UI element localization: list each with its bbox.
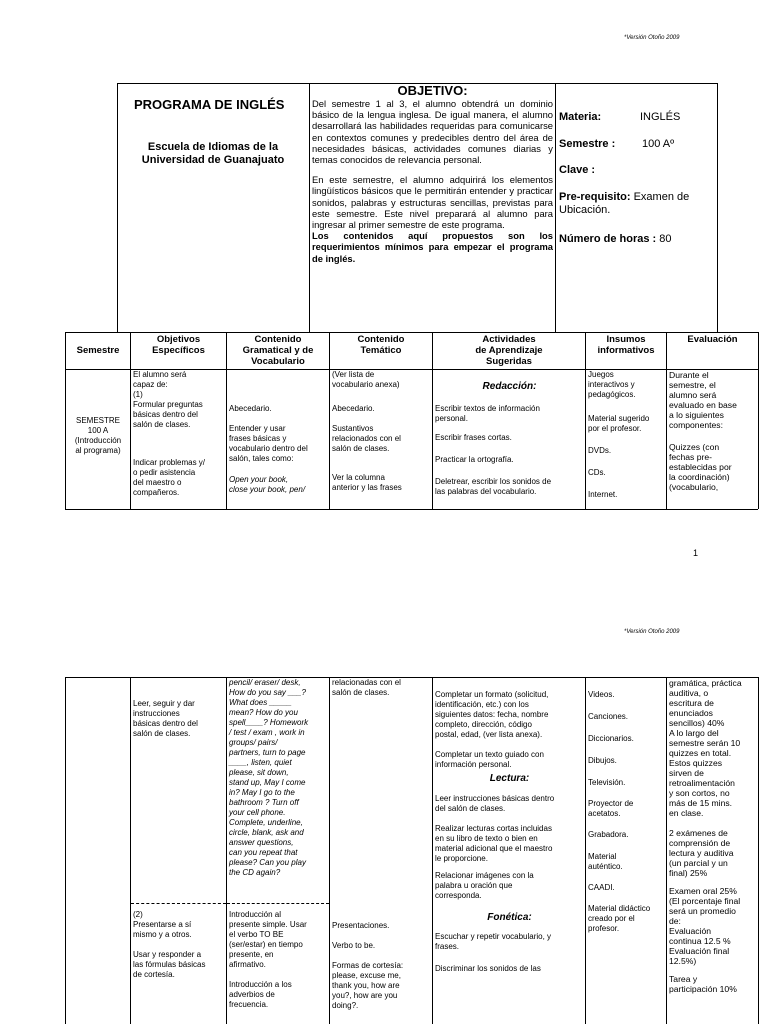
cell-actividades-2: Completar un formato (solicitud, identificación, etc.) con los siguientes datos: fecha, nombre completo, dirección, código postal, edad, (ver lista anexa). Completar un texto guiado con información personal. Lectura: Leer instrucciones básicas dentro del salón de clases. Realizar lecturas cortas incluidas en su libro de texto o bien en material adicional que el maestro le proporcione. Relacionar imágenes con la palabra u oración que corresponda. Fonética: Escuchar y repetir vocabulario, y frases. Discriminar los sonidos de las xyxy=(435,690,555,973)
th-objetivos: Objetivos Específicos xyxy=(152,334,205,356)
cell-objetivos-1: El alumno será capaz de: (1) Formular preguntas básicas dentro del salón de clases. Indicar problemas y/ o pedir asistencia del maestro o compañeros. xyxy=(133,370,206,497)
objective-box xyxy=(312,83,553,264)
school-line-1: Escuela de Idiomas de la xyxy=(147,141,279,153)
cell-insumos-1: Juegos interactivos y pedagógicos. Material sugerido por el profesor. DVDs. CDs. Internet. xyxy=(588,370,650,499)
cell-objetivos-2: Leer, seguir y dar instrucciones básicas dentro del salón de clases. xyxy=(133,699,198,738)
cell-evaluacion-2: gramática, práctica auditiva, o escritura de enunciados sencillos) 40% A lo largo del semestre serán 10 quizzes en total. Estos quizzes sirven de retroalimentación y son cortos, no más de 15 mins. en clase. 2 exámenes de comprensión de lectura y auditiva (un parcial y un final) 25% Examen oral 25% (El porcentaje final será un promedio de: Evaluación continua 12.5 % Evaluación final 12.5%) Tarea y participación 10% xyxy=(669,678,742,994)
th-insumos: Insumos informativos xyxy=(597,334,655,356)
th-gramatical: Contenido Gramatical y de Vocabulario xyxy=(242,334,314,367)
prereq-label: Pre-requisito: xyxy=(559,191,631,203)
version-note: *Versión Otoño 2009 xyxy=(624,35,680,41)
horas-label: Número de horas : xyxy=(559,233,657,245)
objective-paragraph-1: Del semestre 1 al 3, el alumno obtendrá un dominio básico de la lengua inglesa. De igual manera, el alumno desarrollará las habilidades requeridas para comunicarse en contextos comunes y predecibles dentro del área de necesidades básicas, actividades comunes diarias y temas conocidos de relevancia personal. xyxy=(312,98,553,166)
cell-gramatical-2: pencil/ eraser/ desk, How do you say ___? What does _____ mean? How do you spell____? Homework / test / exam , work in groups/ pairs/ partners, turn to page ____, listen, quiet please, sit down, stand up, May I come in? May I go to the bathroom ? Turn off your cell phone. Complete, underline, circle, blank, ask and answer questions, can you repeat that please? Can you play the CD again? xyxy=(229,678,309,877)
school-line-2: Universidad de Guanajuato xyxy=(141,154,285,166)
th-actividades: Actividades de Aprendizaje Sugeridas xyxy=(475,334,543,367)
semestre-value: 100 Aº xyxy=(642,138,675,150)
materia-label: Materia: xyxy=(559,111,602,123)
page-number: 1 xyxy=(693,548,699,558)
materia-value: INGLÉS xyxy=(640,111,681,123)
cell-gramatical-3: Introducción al presente simple. Usar el verbo TO BE (ser/estar) en tiempo presente, en afirmativo. Introducción a los adverbios de frecuencia. xyxy=(229,910,307,1009)
cell-objetivos-3: (2) Presentarse a sí mismo y a otros. Usar y responder a las fórmulas básicas de cortesía. xyxy=(133,910,206,979)
objective-paragraph-bold: Los contenidos aquí propuestos son los requerimientos mínimos para empezar el programa de inglés. xyxy=(312,230,553,264)
school-name xyxy=(120,141,306,167)
objective-title: OBJETIVO: xyxy=(397,83,468,98)
cell-tematico-3: Presentaciones. Verbo to be. Formas de cortesía: please, excuse me, thank you, how are you?, how are you doing?. xyxy=(332,921,404,1010)
cell-semestre: SEMESTRE 100 A (Introducción al programa) xyxy=(74,416,122,455)
program-title: PROGRAMA DE INGLÉS xyxy=(134,97,285,112)
cell-tematico-1: (Ver lista de vocabulario anexa) Abecedario. Sustantivos relacionados con el salón de clases. Ver la columna anterior y las frases xyxy=(332,370,402,492)
version-note-2: *Versión Otoño 2009 xyxy=(624,629,680,635)
cell-tematico-2: relacionadas con el salón de clases. xyxy=(332,678,401,697)
semestre-label: Semestre : xyxy=(559,138,616,150)
th-semestre: Semestre xyxy=(76,345,120,356)
cell-gramatical-1: Abecedario. Entender y usar frases básicas y vocabulario dentro del salón, tales como: Open your book, close your book, pen/ xyxy=(229,404,308,494)
cell-evaluacion-1: Durante el semestre, el alumno será evaluado en base a lo siguientes componentes: Quizzes (con fechas pre- establecidas por la coordinación) (vocabulario, xyxy=(669,370,737,492)
course-info xyxy=(559,111,714,246)
th-tematico: Contenido Temático xyxy=(357,334,405,356)
th-evaluacion: Evaluación xyxy=(687,334,738,345)
clave-label: Clave : xyxy=(559,164,596,176)
horas-value: 80 xyxy=(659,233,672,245)
cell-insumos-2: Videos. Canciones. Diccionarios. Dibujos. Televisión. Proyector de acetatos. Grabadora. Material auténtico. CAADI. Material didáctico creado por el profesor. xyxy=(588,690,651,933)
objective-paragraph-2: En este semestre, el alumno adquirirá los elementos lingüísticos básicos que le permitirán entender y practicar sonidos, palabras y estructuras sencillas, previstas para este semestre. Este nivel preparará al alumno para ingresar al primer semestre de este programa. xyxy=(312,174,553,231)
cell-actividades-1: Redacción: Escribir textos de información personal. Escribir frases cortas. Practicar la ortografía. Deletrear, escribir los sonidos de las palabras del vocabulario. xyxy=(435,381,552,496)
prereq-value: Examen de Ubicación. xyxy=(559,191,690,216)
